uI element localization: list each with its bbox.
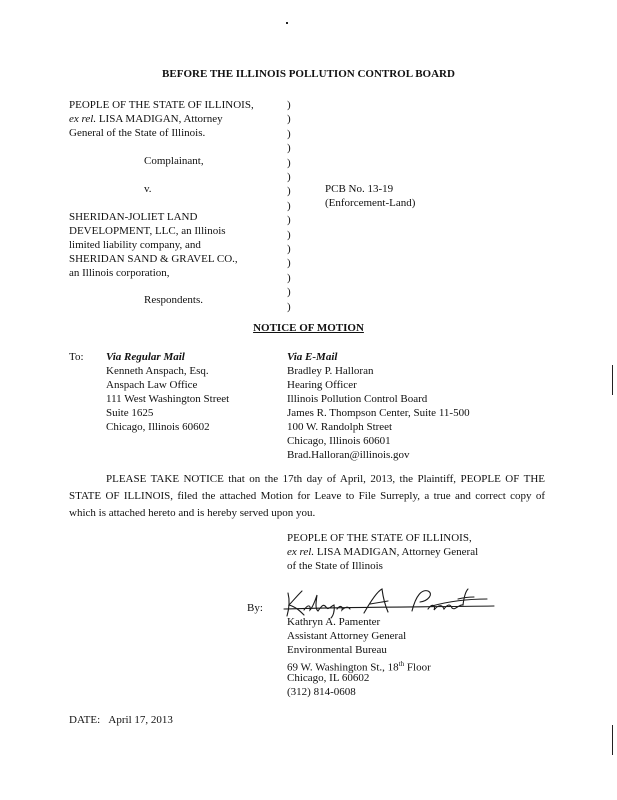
complainant-label: Complainant, [144,155,204,167]
scan-mark [612,725,613,755]
signer-name: Kathryn A. Pamenter [287,616,381,628]
recipient-line: Chicago, Illinois 60602 [106,421,210,433]
notice-title: NOTICE OF MOTION [253,322,364,334]
party-line-2-rest: LISA MADIGAN, Attorney General [314,546,479,558]
recipient-line: Anspach Law Office [106,379,198,391]
respondent-block [69,210,238,280]
respondent-line: SHERIDAN SAND & GRAVEL CO., [69,253,238,265]
address-superscript: th [398,660,405,668]
recipient-line: Suite 1625 [106,407,154,419]
case-type: (Enforcement-Land) [325,197,416,209]
regular-mail-heading: Via Regular Mail [106,351,185,363]
regular-mail-block [106,350,229,434]
handwritten-signature [282,585,497,619]
recipient-email: Brad.Halloran@illinois.gov [287,449,410,461]
recipient-line: Illinois Pollution Control Board [287,393,428,405]
date-line [69,713,173,727]
ex-rel-label: ex rel. [287,546,315,558]
respondents-label: Respondents. [144,294,203,306]
signer-bureau: Environmental Bureau [287,644,387,656]
date-value: April 17, 2013 [108,714,173,726]
email-block [287,350,470,462]
recipient-line: James R. Thompson Center, Suite 11-500 [287,407,470,419]
to-label: To: [69,351,84,363]
by-label: By: [247,602,263,614]
signer-city: Chicago, IL 60602 [287,672,370,684]
versus-label: v. [144,183,152,195]
party-line-3: of the State of Illinois [287,560,383,572]
plaintiff-line-2 [69,112,223,126]
respondent-line: an Illinois corporation, [69,267,170,279]
plaintiff-line-2-rest: LISA MADIGAN, Attorney [96,113,223,125]
date-label: DATE: [69,714,101,726]
recipient-line: Hearing Officer [287,379,357,391]
scan-mark [612,365,613,395]
notice-body: PLEASE TAKE NOTICE that on the 17th day of April, 2013, the Plaintiff, PEOPLE OF THE STATE OF ILLINOIS, filed the attached Motion for Leave to File Surreply, a true and correct copy of which is attached hereto and is hereby served upon you. [69,473,545,519]
respondent-line: SHERIDAN-JOLIET LAND [69,211,198,223]
recipient-line: Chicago, Illinois 60601 [287,435,391,447]
recipient-line: Bradley P. Halloran [287,365,374,377]
respondent-line: DEVELOPMENT, LLC, an Illinois [69,225,226,237]
board-title: BEFORE THE ILLINOIS POLLUTION CONTROL BOARD [162,68,455,80]
scan-speck [286,22,288,24]
plaintiff-line-1: PEOPLE OF THE STATE OF ILLINOIS, [69,99,254,111]
party-line-1: PEOPLE OF THE STATE OF ILLINOIS, [287,532,472,544]
signer-title: Assistant Attorney General [287,630,407,642]
address-prefix: 69 W. Washington St., 18 [287,661,399,674]
case-number: PCB No. 13-19 [325,183,394,195]
recipient-line: 100 W. Randolph Street [287,421,393,433]
plaintiff-line-3: General of the State of Illinois. [69,127,206,139]
recipient-line: Kenneth Anspach, Esq. [106,365,209,377]
signer-phone: (312) 814-0608 [287,686,356,698]
party-line-2 [287,545,478,559]
respondent-line: limited liability company, and [69,239,201,251]
recipient-line: 111 West Washington Street [106,393,230,405]
email-heading: Via E-Mail [287,351,338,363]
caption-bracket-column: ) ) ) ) ) ) ) ) ) ) ) ) ) ) ) [287,99,291,313]
address-suffix: Floor [404,661,431,674]
ex-rel-label: ex rel. [69,113,97,125]
